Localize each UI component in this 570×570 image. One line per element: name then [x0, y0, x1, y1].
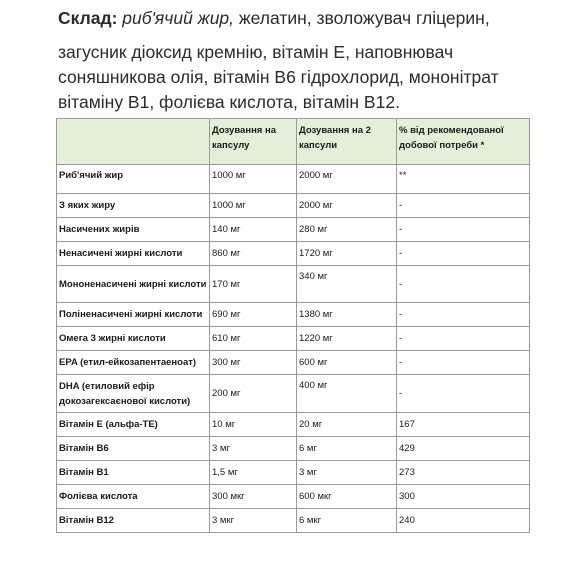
table-cell-value: -	[397, 351, 530, 375]
table-cell-value: 170 мг	[210, 266, 297, 303]
table-cell-value: 2000 мг	[297, 165, 397, 194]
table-row	[57, 194, 530, 218]
table-cell-value: 3 мг	[297, 461, 397, 485]
table-cell-value: 400 мг	[297, 375, 397, 413]
table-cell-value: -	[397, 303, 530, 327]
table-cell-name: Фолієва кислота	[57, 485, 210, 509]
table-cell-name: Омега 3 жирні кислоти	[57, 327, 210, 351]
table-cell-name: Вітамін В12	[57, 509, 210, 533]
table-cell-value: 610 мг	[210, 327, 297, 351]
table-cell-value: 280 мг	[297, 218, 397, 242]
intro-line-4: вітаміну В1, фолієва кислота, вітамін В12.	[58, 92, 400, 112]
table-row	[57, 375, 530, 413]
intro-line-3: соняшникова олія, вітамін В6 гідрохлорид, мононітрат	[58, 67, 499, 87]
intro-line-1	[58, 6, 548, 31]
table-cell-value: 273	[397, 461, 530, 485]
table-cell-name: EPA (етил-ейкозапентаеноат)	[57, 351, 210, 375]
intro-italic-part: риб'ячий жир,	[122, 8, 235, 28]
table-cell-name: Вітамін В6	[57, 437, 210, 461]
table-row	[57, 437, 530, 461]
table-cell-value: 600 мг	[297, 351, 397, 375]
table-cell-value: 690 мг	[210, 303, 297, 327]
composition-intro	[58, 6, 548, 115]
table-header-cell	[57, 119, 210, 165]
table-cell-name: З яких жиру	[57, 194, 210, 218]
table-cell-name: Ненасичені жирні кислоти	[57, 242, 210, 266]
table-cell-name: Вітамін В1	[57, 461, 210, 485]
table-cell-value: -	[397, 327, 530, 351]
table-row	[57, 461, 530, 485]
table-cell-name: DHA (етиловий ефір докозагексаєнової кислоти)	[57, 375, 210, 413]
table-cell-value: 3 мкг	[210, 509, 297, 533]
table-cell-value: -	[397, 266, 530, 303]
table-cell-value: 1720 мг	[297, 242, 397, 266]
table-cell-value: -	[397, 242, 530, 266]
table-header-cell: % від рекомендованої добової потреби *	[397, 119, 530, 165]
table-cell-name: Риб'ячий жир	[57, 165, 210, 194]
table-cell-value: 429	[397, 437, 530, 461]
table-header-cell: Дозування на капсулу	[210, 119, 297, 165]
table-cell-value: 167	[397, 413, 530, 437]
table-cell-value: 300	[397, 485, 530, 509]
table-cell-value: 6 мг	[297, 437, 397, 461]
table-cell-value: 6 мкг	[297, 509, 397, 533]
table-row	[57, 165, 530, 194]
table-header-row	[57, 119, 530, 165]
table-cell-value: 1000 мг	[210, 165, 297, 194]
intro-line-1-rest: желатин, зволожувач гліцерин,	[234, 8, 490, 28]
table-row	[57, 218, 530, 242]
table-row	[57, 266, 530, 303]
table-row	[57, 351, 530, 375]
table-cell-value: **	[397, 165, 530, 194]
table-cell-value: 20 мг	[297, 413, 397, 437]
table-cell-name: Вітамін Е (альфа-ТЕ)	[57, 413, 210, 437]
table-cell-value: 1380 мг	[297, 303, 397, 327]
table-cell-value: 1,5 мг	[210, 461, 297, 485]
table-cell-value: 1000 мг	[210, 194, 297, 218]
table-cell-name: Насичених жирів	[57, 218, 210, 242]
table-cell-value: 240	[397, 509, 530, 533]
composition-table	[56, 118, 530, 533]
table-cell-value: 1220 мг	[297, 327, 397, 351]
table-cell-value: 860 мг	[210, 242, 297, 266]
table-cell-value: -	[397, 375, 530, 413]
table-cell-value: 300 мкг	[210, 485, 297, 509]
table-cell-value: -	[397, 218, 530, 242]
composition-label: Склад:	[58, 8, 118, 28]
table-row	[57, 413, 530, 437]
intro-line-2: загусник діоксид кремнію, вітамін Е, наповнювач	[58, 42, 454, 62]
table-cell-value: 600 мкг	[297, 485, 397, 509]
table-row	[57, 327, 530, 351]
table-cell-name: Мононенасичені жирні кислоти	[57, 266, 210, 303]
table-cell-value: 340 мг	[297, 266, 397, 303]
table-cell-value: -	[397, 194, 530, 218]
table-cell-value: 200 мг	[210, 375, 297, 413]
table-header-cell: Дозування на 2 капсули	[297, 119, 397, 165]
table-row	[57, 485, 530, 509]
table-cell-value: 3 мг	[210, 437, 297, 461]
table-row	[57, 303, 530, 327]
table-row	[57, 242, 530, 266]
table-cell-value: 10 мг	[210, 413, 297, 437]
table-cell-value: 300 мг	[210, 351, 297, 375]
table-row	[57, 509, 530, 533]
table-cell-value: 2000 мг	[297, 194, 397, 218]
table-cell-value: 140 мг	[210, 218, 297, 242]
table-cell-name: Поліненасичені жирні кислоти	[57, 303, 210, 327]
